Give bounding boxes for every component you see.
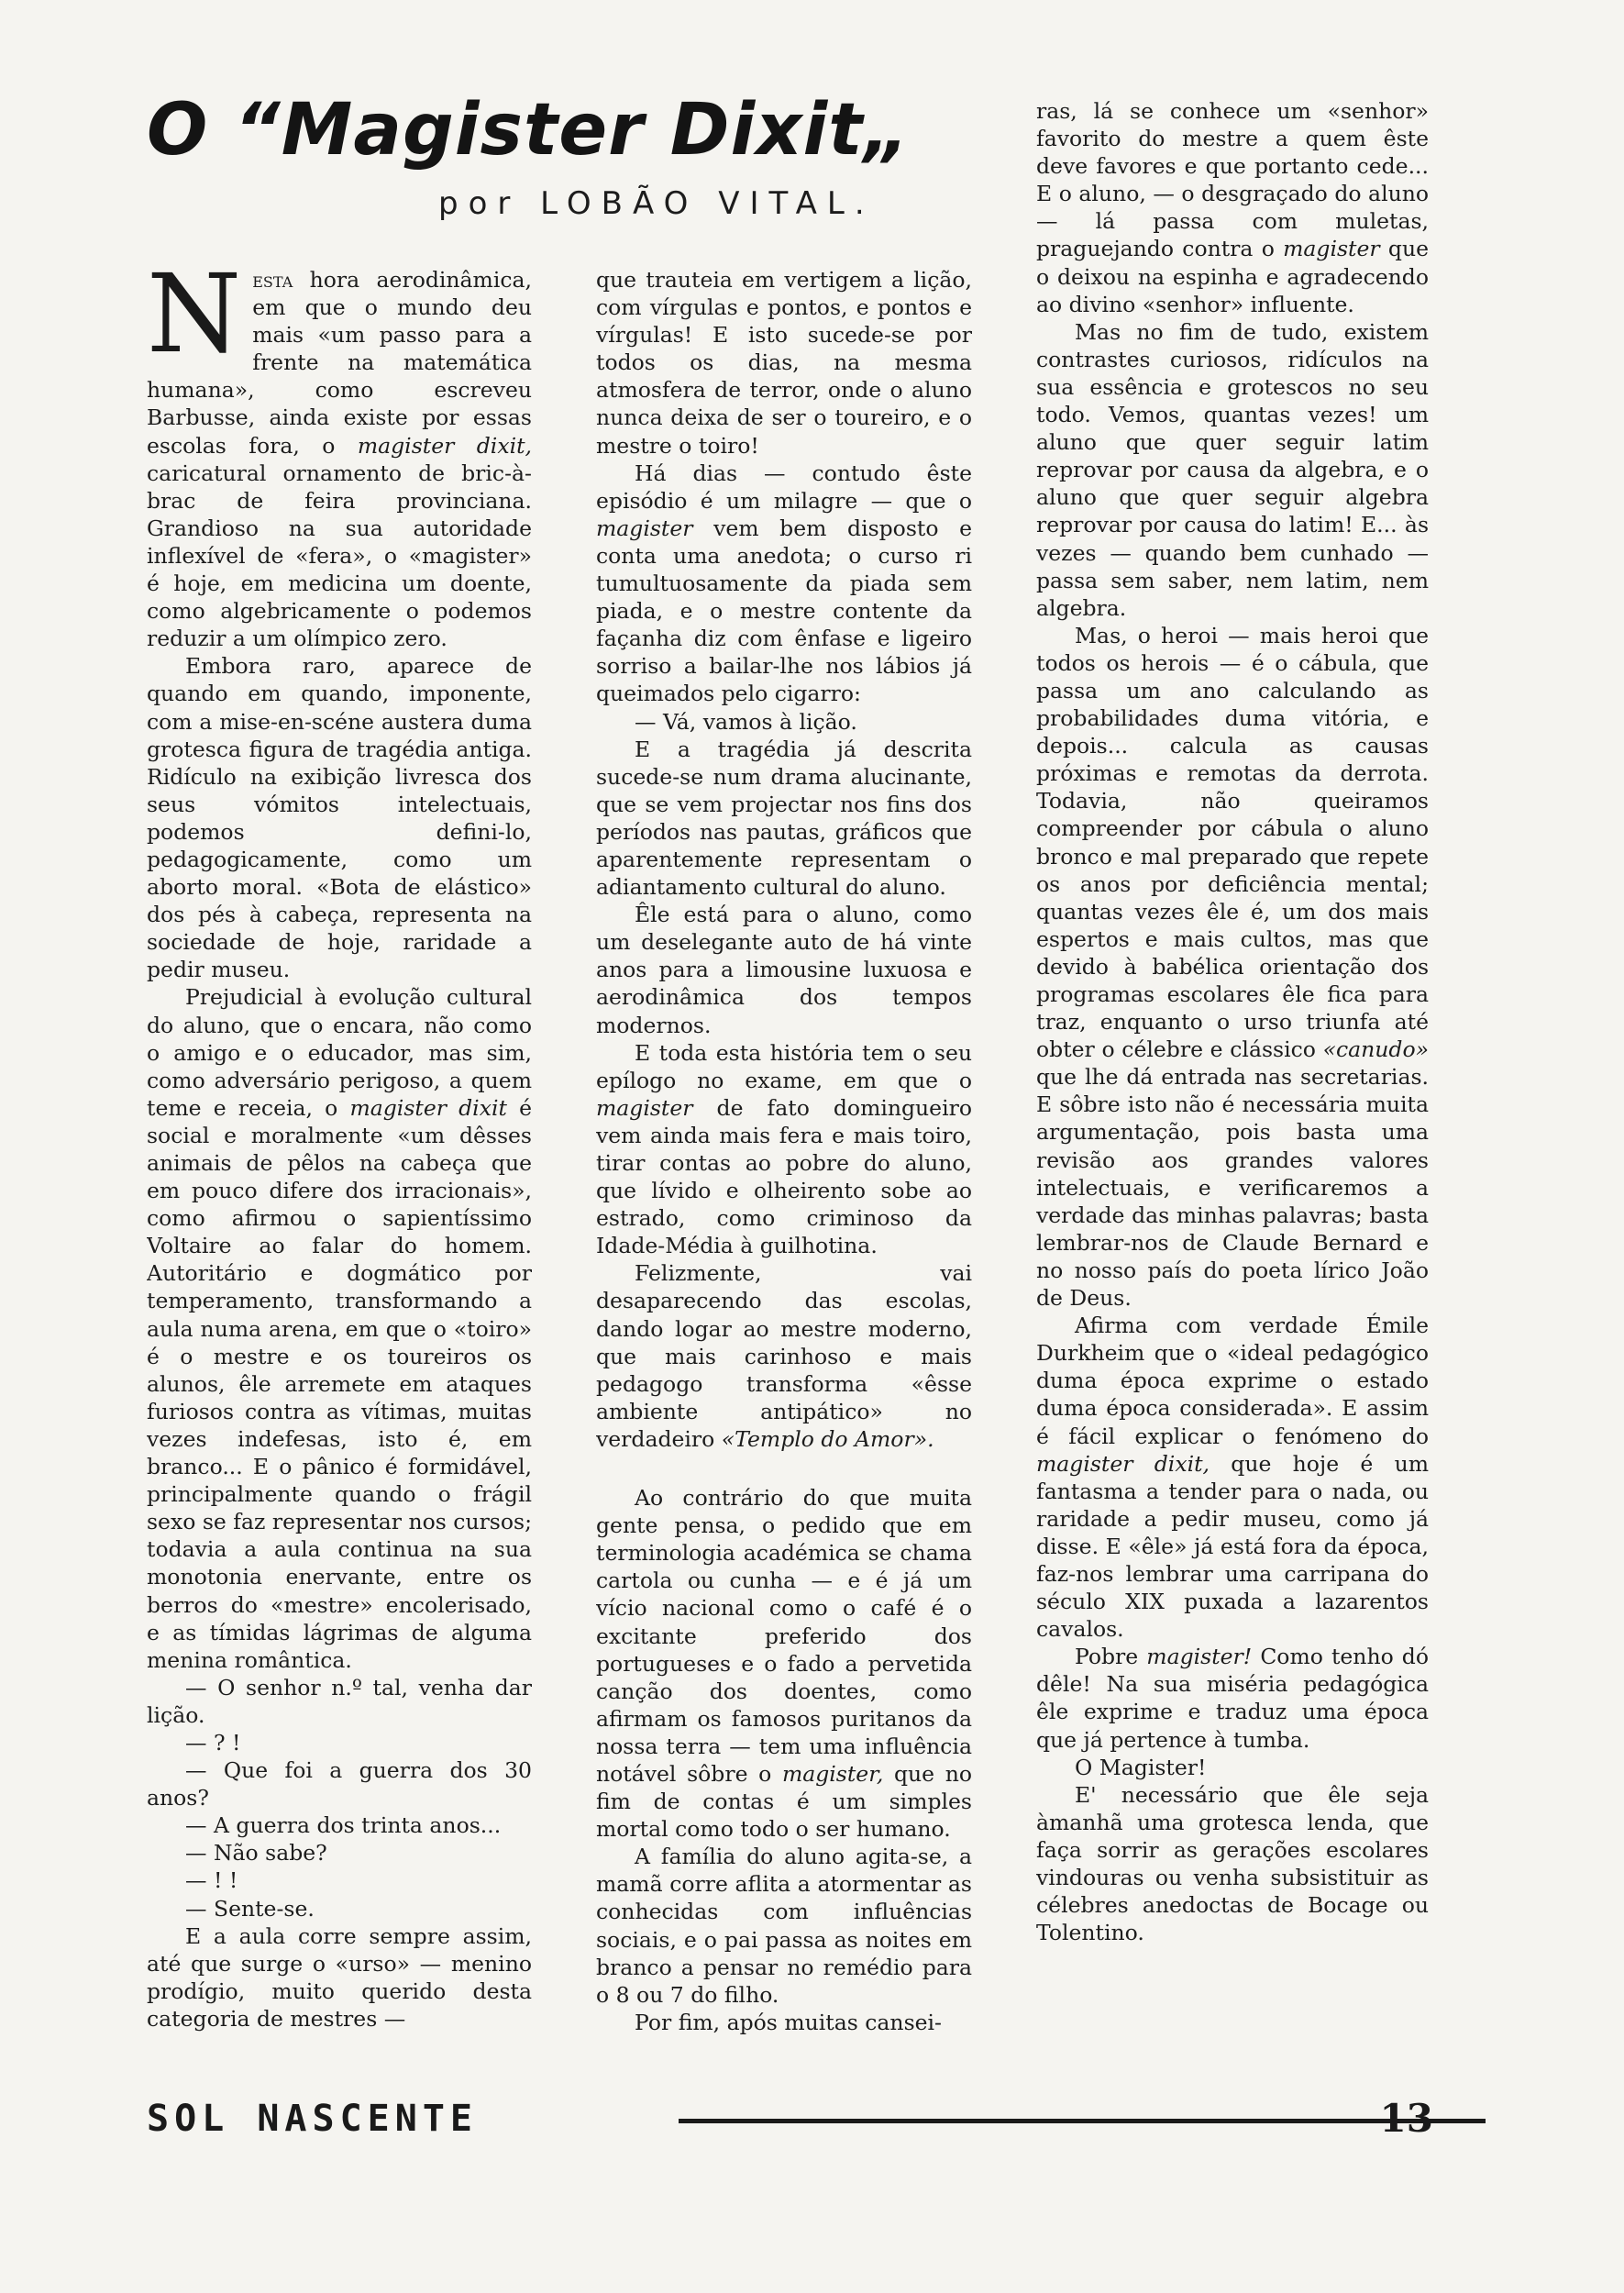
italic-term: magister dixit	[349, 1094, 507, 1121]
dialogue-line: — Vá, vamos à lição.	[635, 708, 857, 735]
text-run: Felizmente, vai desaparecendo das escolas, dando logar ao mestre moderno, que mais carinhoso e mais pedagogo transforma «êsse ambiente antipático» no verdadeiro	[596, 1260, 972, 1452]
dialogue-line: — ? !	[185, 1729, 241, 1756]
text-run: E toda esta história tem o seu epílogo no exame, em que o	[596, 1039, 972, 1093]
italic-term: magister dixit,	[357, 432, 532, 459]
dialogue-line: — A guerra dos trinta anos...	[185, 1812, 502, 1839]
dialogue-line: — Sente-se.	[185, 1895, 315, 1922]
paragraph: E' necessário que êle seja àmanhã uma grotesca lenda, que faça sorrir as gerações escolares vindouras ou venha subsistituir as célebres anedoctas de Bocage ou Tolentino.	[1036, 1781, 1429, 1946]
text-run: Como tenho dó dêle! Na sua miséria pedagógica êle exprime e traduz uma época que já pertence à tumba.	[1036, 1644, 1429, 1753]
paragraph: Êle está para o aluno, como um deselegante auto de há vinte anos para a limousine luxuosa e aerodinâmica dos tempos modernos.	[596, 902, 972, 1038]
paragraph	[1036, 97, 1429, 318]
text-run: é social e moralmente «um dêsses animais de pêlos na cabeça que em pouco difere dos irracionais», como afirmou o sapientíssimo Voltaire ao falar do homem. Autoritário e dogmático por temperamento, transformando a aula numa arena, em que o «toiro» é o mestre e os toureiros os alunos, êle arremete em ataques furiosos contra as vítimas, muitas vezes indefesas, isto é, em branco... E o pânico é formidável, principalmente quando o frágil sexo se faz representar nos cursos; todavia a aula continua na sua monotonia enervante, entre os berros do «mestre» encolerisado, e as tímidas lágrimas de alguma menina romântica.	[147, 1094, 532, 1673]
text-run: Há dias — contudo êste episódio é um milagre — que o	[596, 460, 972, 514]
italic-term: «Templo do Amor».	[721, 1425, 934, 1452]
paragraph	[1036, 1643, 1429, 1753]
paragraph	[1036, 1312, 1429, 1643]
paragraph	[596, 1259, 972, 1453]
text-run: Afirma com verdade Émile Durkheim que o «ideal pedagógico duma época exprime o estado duma época considerada». E assim é fácil explicar o fenómeno do	[1036, 1313, 1429, 1449]
text-column-2	[596, 266, 972, 2091]
article-title: O “Magister Dixit„	[147, 89, 911, 172]
footer-rule	[679, 2119, 1486, 2123]
paragraph	[596, 1484, 972, 1843]
paragraph	[596, 1039, 972, 1260]
drop-cap: N	[147, 266, 242, 377]
paragraph: O Magister!	[1075, 1754, 1207, 1780]
paragraph: E a aula corre sempre assim, até que surge o «urso» — menino prodígio, muito querido desta categoria de mestres —	[147, 1922, 532, 2032]
paragraph: que trauteia em vertigem a lição, com vírgulas e pontos, e pontos e vírgulas! E isto sucede-se por todos os dias, na mesma atmosfera de terror, onde o aluno nunca deixa de ser o toureiro, e o mestre o toiro!	[596, 267, 972, 459]
text-run: hora aerodinâmica, em que o mundo deu mais «um passo para a frente na matemática humana», como escreveu Barbusse, ainda existe por essas escolas fora, o	[147, 267, 532, 459]
text-column-1	[147, 266, 532, 2091]
text-run: Pobre	[1075, 1644, 1147, 1670]
text-run: vem bem disposto e conta uma anedota; o curso ri tumultuosamente da piada sem piada, e o mestre contente da façanha diz com ênfase e ligeiro sorriso a bailar-lhe nos lábios já queimados pelo cigarro:	[596, 515, 972, 707]
paragraph: A família do aluno agita-se, a mamã corre aflita a atormentar as conhecidas com influências sociais, e o pai passa as noites em branco a pensar no remédio para o 8 ou 7 do filho.	[596, 1844, 972, 2008]
paragraph	[147, 983, 532, 1673]
dialogue-line: — O senhor n.º tal, venha dar lição.	[147, 1674, 532, 1728]
paragraph: Mas no fim de tudo, existem contrastes curiosos, ridículos na sua essência e grotescos no seu todo. Vemos, quantas vezes! um aluno que quer seguir latim reprovar por causa da algebra, e o aluno que quer seguir algebra reprovar por causa do latim! E... às vezes — quando bem cunhado — passa sem saber, nem latim, nem algebra.	[1036, 318, 1429, 621]
italic-term: magister,	[781, 1760, 884, 1787]
magazine-name: SOL NASCENTE	[147, 2098, 478, 2140]
page-number: 13	[1379, 2096, 1433, 2141]
text-run: Mas, o heroi — mais heroi que todos os herois — é o cábula, que passa um ano calculando as probabilidades duma vitória, e depois... calcula as causas próximas e remotas da derrota. Todavia, não queiramos compreender por cábula o aluno bronco e mal preparado que repete os anos por deficiência mental; quantas vezes êle é, um dos mais espertos e mais cultos, mas que devido à babélica orientação dos programas escolares êle fica para traz, enquanto o urso triunfa até obter o célebre e clássico	[1036, 622, 1429, 1063]
lead-in: esta	[252, 267, 293, 293]
article-byline: por LOBÃO VITAL.	[438, 185, 875, 222]
paragraph	[147, 266, 532, 652]
text-run: que o deixou na espinha e agradecendo ao divino «senhor» influente.	[1036, 236, 1429, 317]
italic-term: magister	[596, 515, 693, 541]
text-run: de fato domingueiro vem ainda mais fera e mais toiro, tirar contas ao pobre do aluno, que lívido e olheirento sobe ao estrado, como criminoso da Idade-Média à guilhotina.	[596, 1094, 972, 1259]
text-run: caricatural ornamento de bric-à-brac de feira provinciana. Grandioso na sua autoridade inflexível de «fera», o «magister» é hoje, em medicina um doente, como algebricamente o podemos reduzir a um olímpico zero.	[147, 460, 532, 652]
page-footer	[147, 2091, 1431, 2146]
italic-term: magister dixit,	[1036, 1450, 1210, 1477]
paragraph: E a tragédia já descrita sucede-se num drama alucinante, que se vem projectar nos fins dos períodos nas pautas, gráficos que aparentemente representam o adiantamento cultural do aluno.	[596, 736, 972, 901]
paragraph	[1036, 622, 1429, 1312]
paragraph: Embora raro, aparece de quando em quando, imponente, com a mise-en-scéne austera duma grotesca figura de tragédia antiga. Ridículo na exibição livresca dos seus vómitos intelectuais, podemos defini-lo, pedagogicamente, como um aborto moral. «Bota de elástico» dos pés à cabeça, representa na sociedade de hoje, raridade a pedir museu.	[147, 653, 532, 983]
text-run: Prejudicial à evolução cultural do aluno, que o encara, não como o amigo e o educador, mas sim, como adversário perigoso, a quem teme e receia, o	[147, 984, 532, 1121]
paragraph: Por fim, após muitas cansei-	[635, 2009, 942, 2035]
dialogue-line: — Não sabe?	[185, 1840, 327, 1867]
text-run: que no fim de contas é um simples mortal como todo o ser humano.	[596, 1760, 972, 1843]
italic-term: magister!	[1146, 1644, 1253, 1670]
italic-term: magister	[1283, 236, 1380, 262]
text-column-3	[1036, 97, 1429, 2091]
text-run: ras, lá se conhece um «senhor» favorito do mestre a quem êste deve favores e que portanto cede... E o aluno, — o desgraçado do aluno — lá passa com muletas, praguejando contra o	[1036, 98, 1429, 262]
paragraph	[596, 460, 972, 708]
dialogue-line: — Que foi a guerra dos 30 anos?	[147, 1757, 532, 1811]
text-run: que lhe dá entrada nas secretarias. E sôbre isto não é necessária muita argumentação, pois basta uma revisão aos grandes valores intelectuais, e verificaremos a verdade das minhas palavras; basta lembrar-nos de Claude Bernard e no nosso país do poeta lírico João de Deus.	[1036, 1064, 1429, 1312]
text-run: que hoje é um fantasma a tender para o nada, ou raridade a pedir museu, como já disse. E «êle» já está fora da época, faz-nos lembrar uma carripana do século XIX puxada a lazarentos cavalos.	[1036, 1450, 1429, 1643]
italic-term: «canudo»	[1322, 1036, 1429, 1063]
dialogue-line: — ! !	[185, 1867, 238, 1894]
text-run: Ao contrário do que muita gente pensa, o pedido que em terminologia académica se chama cartola ou cunha — e é já um vício nacional como o café é o excitante preferido dos portugueses e o fado a pervetida canção dos doentes, como afirmam os famosos puritanos da nossa terra — tem uma influência notável sôbre o	[596, 1485, 972, 1787]
italic-term: magister	[596, 1094, 693, 1121]
